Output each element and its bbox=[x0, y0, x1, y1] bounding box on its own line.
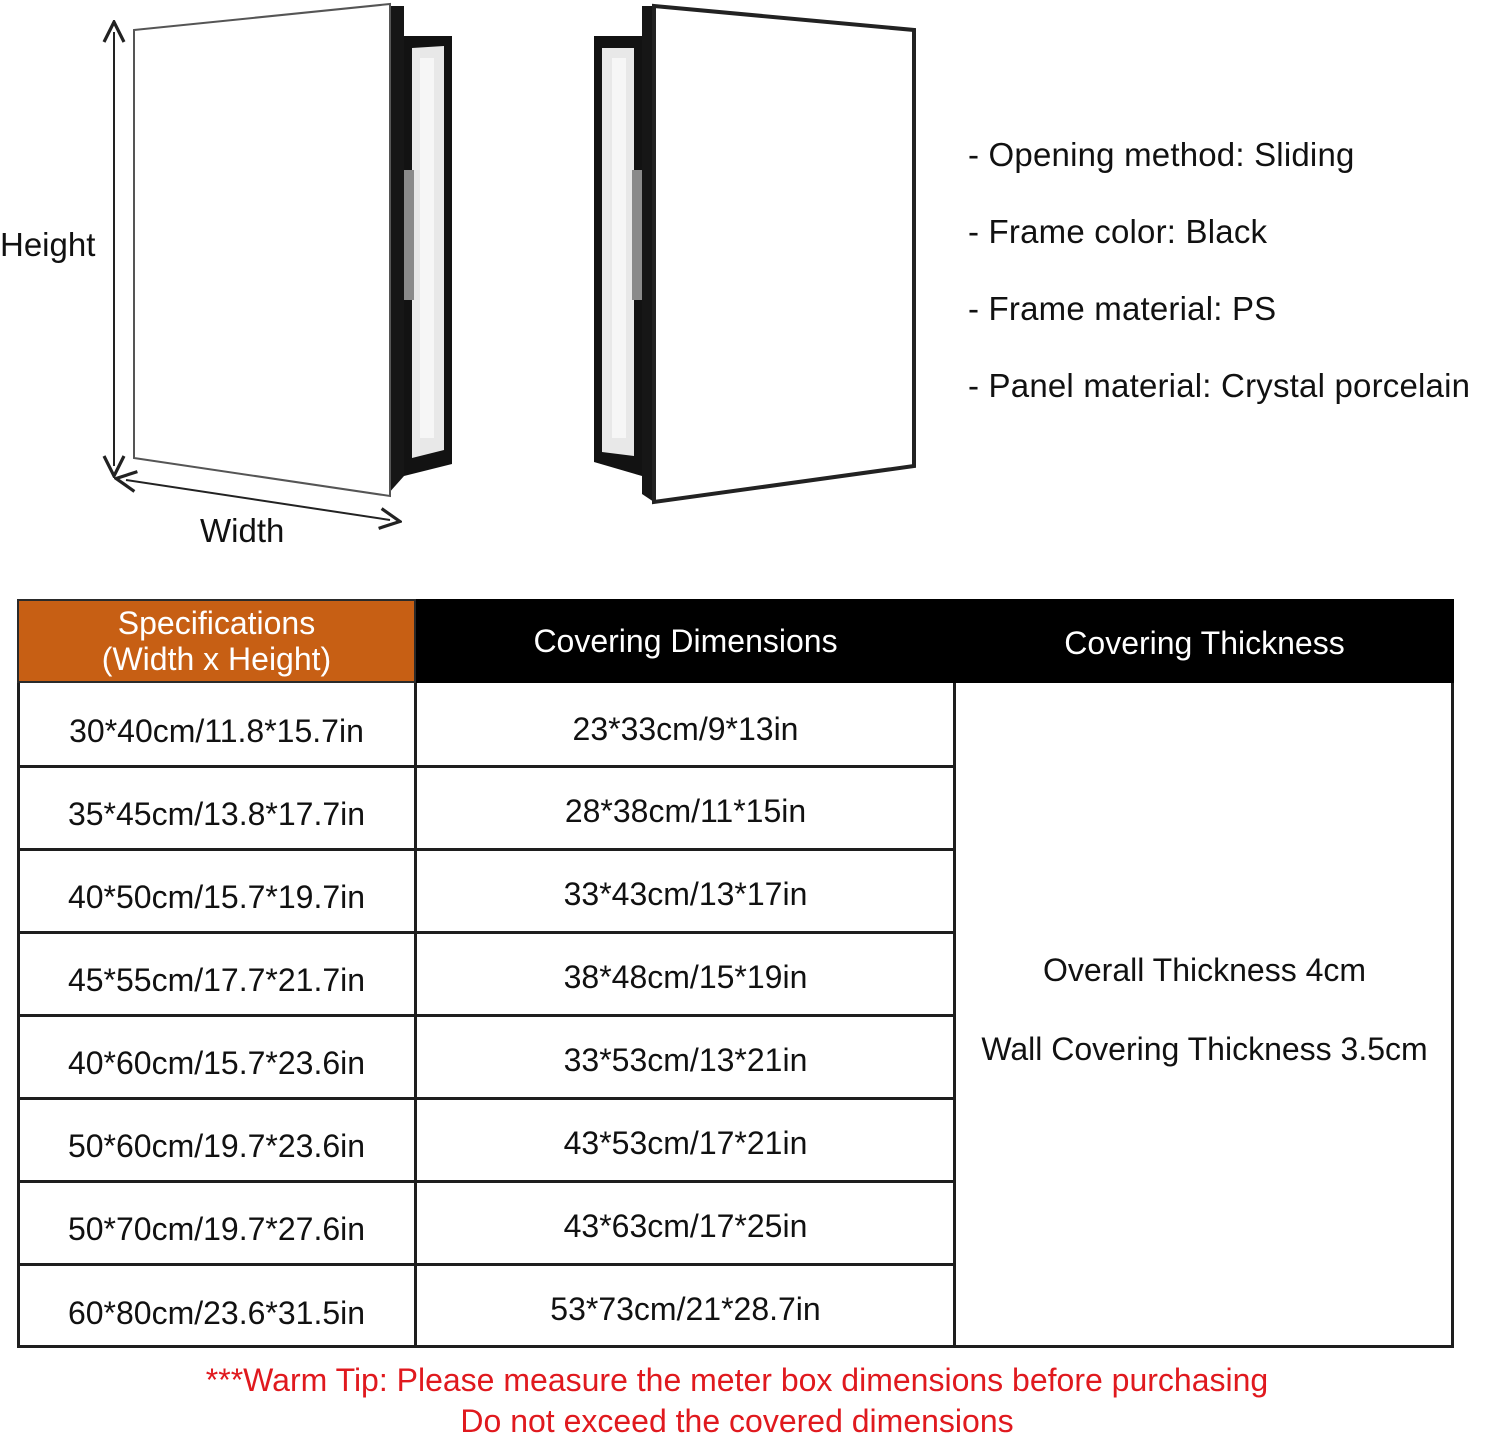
thickness-cell bbox=[955, 683, 1454, 1348]
left-panel-front bbox=[134, 4, 390, 496]
table-row-4-covering: 38*48cm/15*19in bbox=[563, 959, 808, 995]
table-row-6-spec: 50*60cm/19.7*23.6in bbox=[67, 1128, 366, 1164]
feature-opening-method: - Opening method: Sliding bbox=[968, 136, 1355, 173]
feature-list bbox=[968, 132, 1500, 440]
row-divider bbox=[17, 1263, 955, 1266]
table-border-right bbox=[1451, 683, 1454, 1348]
width-label: Width bbox=[200, 512, 285, 549]
header-specifications bbox=[17, 599, 416, 683]
overall-thickness: Overall Thickness 4cm bbox=[1042, 951, 1367, 988]
table-row-3-spec: 40*50cm/15.7*19.7in bbox=[67, 879, 366, 915]
spec-table bbox=[17, 599, 1454, 1348]
row-divider bbox=[17, 1014, 955, 1017]
height-label: Height bbox=[0, 226, 96, 263]
right-panel-front bbox=[654, 6, 914, 502]
row-divider bbox=[17, 931, 955, 934]
table-row-5-covering: 33*53cm/13*21in bbox=[563, 1042, 808, 1078]
warm-tip-line1: ***Warm Tip: Please measure the meter box dimensions before purchasing bbox=[205, 1362, 1269, 1398]
feature-frame-material: - Frame material: PS bbox=[968, 290, 1277, 327]
table-row-4-spec: 45*55cm/17.7*21.7in bbox=[67, 962, 366, 998]
header-specifications-line1: Specifications bbox=[117, 605, 316, 641]
product-illustration bbox=[0, 0, 960, 560]
warm-tip-line2: Do not exceed the covered dimensions bbox=[460, 1403, 1014, 1439]
header-covering-dimensions: Covering Dimensions bbox=[416, 599, 955, 683]
left-panel-frame bbox=[388, 6, 452, 494]
table-row-1-spec: 30*40cm/11.8*15.7in bbox=[69, 713, 364, 749]
wall-covering-thickness: Wall Covering Thickness 3.5cm bbox=[981, 1030, 1428, 1067]
table-border-bottom bbox=[17, 1345, 1454, 1348]
feature-panel-material: - Panel material: Crystal porcelain bbox=[968, 367, 1471, 404]
row-divider bbox=[17, 848, 955, 851]
feature-frame-color: - Frame color: Black bbox=[968, 213, 1268, 250]
table-row-2-covering: 28*38cm/11*15in bbox=[564, 793, 807, 829]
table-row-6-covering: 43*53cm/17*21in bbox=[563, 1125, 808, 1161]
right-panel-frame bbox=[594, 6, 654, 502]
cover-panels-drawing bbox=[0, 0, 960, 560]
table-row-5-spec: 40*60cm/15.7*23.6in bbox=[67, 1045, 366, 1081]
header-specifications-line2: (Width x Height) bbox=[101, 641, 332, 677]
header-covering-thickness: Covering Thickness bbox=[955, 599, 1454, 683]
table-row-2-spec: 35*45cm/13.8*17.7in bbox=[67, 796, 366, 832]
table-row-3-covering: 33*43cm/13*17in bbox=[563, 876, 808, 912]
row-divider bbox=[17, 1097, 955, 1100]
table-row-7-covering: 43*63cm/17*25in bbox=[563, 1208, 808, 1244]
table-row-1-covering: 23*33cm/9*13in bbox=[572, 711, 799, 747]
table-row-8-covering: 53*73cm/21*28.7in bbox=[550, 1290, 821, 1327]
row-divider bbox=[17, 1180, 955, 1183]
warm-tip bbox=[0, 1360, 1474, 1442]
table-row-8-spec: 60*80cm/23.6*31.5in bbox=[67, 1294, 366, 1331]
table-row-7-spec: 50*70cm/19.7*27.6in bbox=[67, 1211, 366, 1247]
row-divider bbox=[17, 765, 955, 768]
